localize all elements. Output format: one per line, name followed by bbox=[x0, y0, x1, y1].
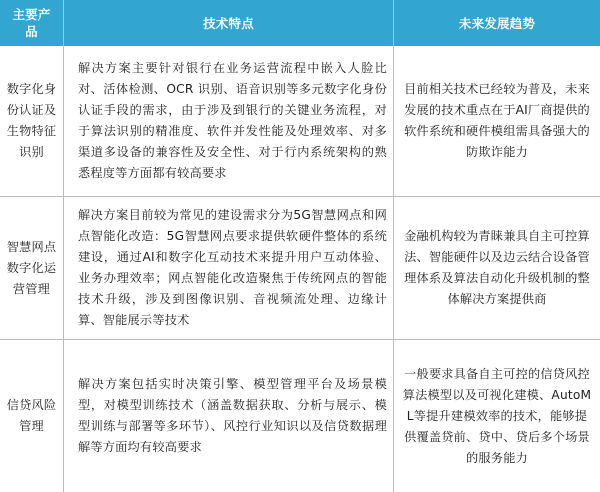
row-2-tech: 解决方案目前较为常见的建设需求分为5G智慧网点和网点智能化改造：5G智慧网点要求提供软硬件整体的系统建设，通过AI和数字化互动技术来提升用户互动体验、业务办理效率；网点智能化改造聚焦于传统网点的智能技术升级，涉及到图像识别、音视频流处理、边缘计算、智能展示等技术 bbox=[64, 197, 394, 340]
row-1-tech: 解决方案主要针对银行在业务运营流程中嵌入人脸比对、活体检测、OCR 识别、语音识别等多元数字化身份认证手段的需求，由于涉及到银行的关键业务流程，对于算法识别的精准度、软件并发性能及处理效率、对多渠道多设备的兼容性及安全性、对于行内系统架构的熟悉程度等方面都有较高要求 bbox=[64, 46, 394, 197]
row-1-category: 数字化身份认证及生物特征识别 bbox=[0, 46, 64, 197]
row-3-category: 信贷风险管理 bbox=[0, 340, 64, 492]
row-2-category: 智慧网点数字化运营管理 bbox=[0, 197, 64, 340]
header-tech: 技术特点 bbox=[64, 0, 394, 46]
row-2-trend: 金融机构较为青睐兼具自主可控算法、智能硬件以及边云结合设备管理体系及算法自动化升级机制的整体解决方案提供商 bbox=[394, 197, 600, 340]
row-1-trend: 目前相关技术已经较为普及，未来发展的技术重点在于AI厂商提供的软件系统和硬件模组需具备强大的防欺诈能力 bbox=[394, 46, 600, 197]
header-trend: 未来发展趋势 bbox=[394, 0, 600, 46]
row-3-trend: 一般要求具备自主可控的信贷风控算法模型以及可视化建模、AutoML等提升建模效率的技术，能够提供覆盖贷前、贷中、贷后多个场景的服务能力 bbox=[402, 366, 592, 465]
header-category: 主要产品 bbox=[0, 0, 64, 46]
row-3-tech: 解决方案包括实时决策引擎、模型管理平台及场景模型，对模型训练技术（涵盖数据获取、分析与展示、模型训练与部署等多环节）、风控行业知识以及信贷数据理解等方面均有较高要求 bbox=[64, 340, 394, 492]
